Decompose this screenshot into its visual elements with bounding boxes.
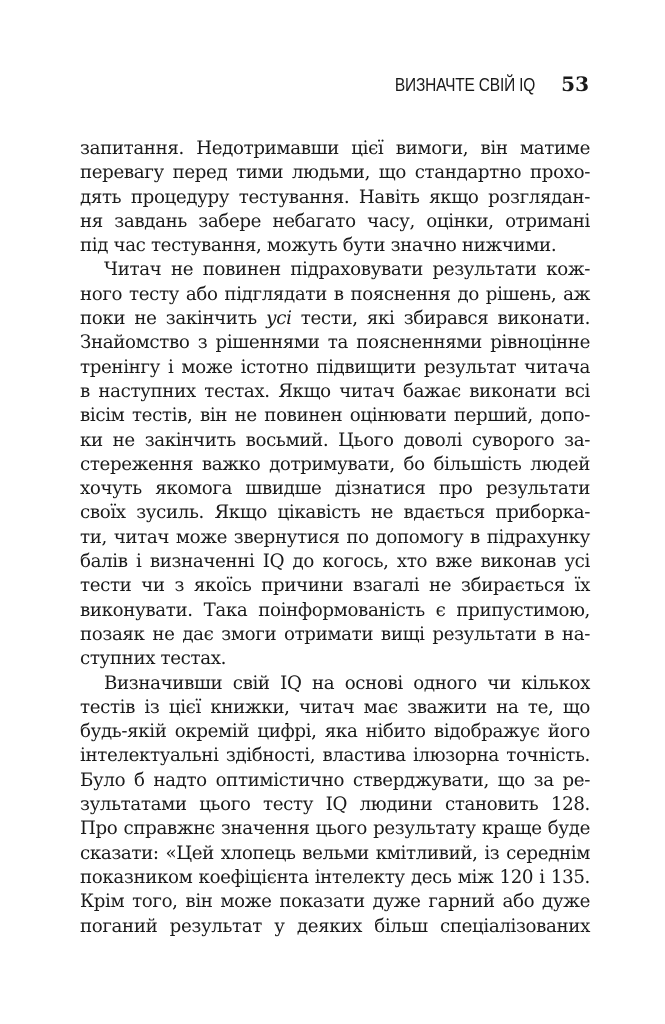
text-line: в наступних тестах. Якщо читач бажає виконати всі xyxy=(80,380,590,402)
text-line: тренінгу і може істотно підвищити результат читача xyxy=(80,356,590,378)
text-line: поганий результат у деяких більш спеціалізованих xyxy=(80,915,590,937)
paragraph xyxy=(80,258,590,671)
paragraph xyxy=(80,672,590,939)
text-line: під час тестування, можуть бути значно нижчими. xyxy=(80,235,557,257)
text-line: зультатами цього тесту IQ людини становить 128. xyxy=(80,794,590,816)
page-number: 53 xyxy=(561,72,589,96)
text-line: ного тесту або підглядати в пояснення до рішень, аж xyxy=(80,283,590,305)
emphasized-word: усі xyxy=(266,308,292,330)
text-line: інтелектуальні здібності, властива ілюзорна точність. xyxy=(80,745,590,767)
text-line: Знайомство з рішеннями та поясненнями рівноцінне xyxy=(80,332,590,354)
text-line: ки не закінчить восьмий. Цього доволі суворого за- xyxy=(80,429,590,451)
text-segment: тести, які збирався виконати. xyxy=(291,308,591,330)
text-line: позаяк не дає змоги отримати вищі результати в на- xyxy=(80,623,590,645)
body-text xyxy=(80,137,590,939)
text-line: стереження важко дотримувати, бо більшість людей xyxy=(80,453,590,475)
text-line: Читач не повинен підраховувати результати кож- xyxy=(104,259,590,281)
text-line: тести чи з якоїсь причини взагалі не збирається їх xyxy=(80,575,590,597)
text-line: Про справжнє значення цього результату краще буде xyxy=(80,818,590,840)
running-header xyxy=(372,72,589,96)
text-line: вісім тестів, він не повинен оцінювати перший, допо- xyxy=(80,405,590,427)
text-line: ня завдань забере небагато часу, оцінки, отримані xyxy=(80,210,590,232)
text-line: тестів із цієї книжки, читач має зважити на те, що xyxy=(80,696,590,718)
text-line: Було б надто оптимістично стверджувати, що за ре- xyxy=(80,769,590,791)
text-line: Крім того, він може показати дуже гарний або дуже xyxy=(80,891,590,913)
text-line: ступних тестах. xyxy=(80,648,227,670)
paragraph xyxy=(80,137,590,258)
text-line: виконувати. Така поінформованість є припустимою, xyxy=(80,599,590,621)
running-title: ВИЗНАЧТЕ СВІЙ IQ xyxy=(394,75,536,95)
text-line: показником коефіцієнта інтелекту десь між 120 і 135. xyxy=(80,866,590,888)
text-line: перевагу перед тими людьми, що стандартно прохо- xyxy=(80,162,590,184)
text-line: сказати: «Цей хлопець вельми кмітливий, із середнім xyxy=(80,842,590,864)
text-line: будь-якій окремій цифрі, яка нібито відображує його xyxy=(80,721,590,743)
text-line: запитання. Недотримавши цієї вимоги, він матиме xyxy=(80,138,590,159)
text-line: Визначивши свій IQ на основі одного чи кількох xyxy=(104,672,590,694)
text-segment: поки не закінчить xyxy=(80,308,267,330)
text-line: балів і визначенні IQ до когось, хто вже виконав усі xyxy=(80,551,590,573)
text-line xyxy=(80,307,590,331)
text-line: ти, читач може звернутися по допомогу в підрахунку xyxy=(80,526,590,548)
text-line: хочуть якомога швидше дізнатися про результати xyxy=(80,478,590,500)
text-line: своїх зусиль. Якщо цікавість не вдається приборка- xyxy=(80,502,590,524)
text-line: дять процедуру тестування. Навіть якщо розглядан- xyxy=(80,186,590,208)
